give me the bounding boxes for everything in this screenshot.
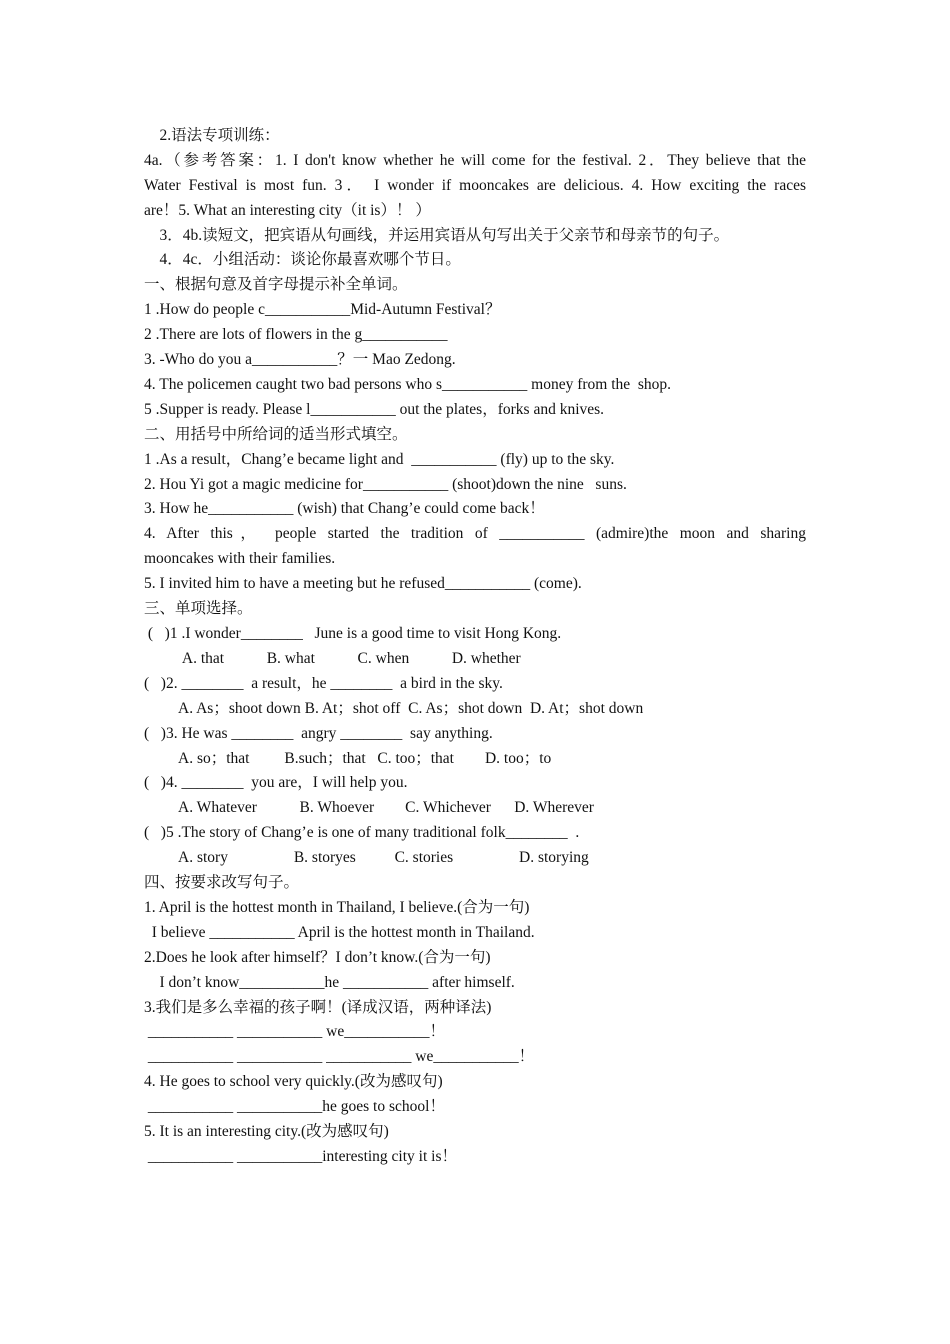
section-2-question-1: 1 .As a result，Chang’e became light and ___________ (fly) up to the sky. xyxy=(144,451,615,468)
section-3-question-1-options: A. that B. what C. when D. whether xyxy=(144,650,521,667)
section-4-question-2-answer: I don’t know___________he ___________ after himself. xyxy=(144,974,515,991)
section-4-question-3-answer-1: ___________ ___________ we___________！ xyxy=(144,1023,445,1040)
task-4b-line: 3．4b.读短文，把宾语从句画线，并运用宾语从句写出关于父亲节和母亲节的句子。 xyxy=(144,227,730,244)
section-4-question-1: 1. April is the hottest month in Thailand, I believe.(合为一句) xyxy=(144,899,530,916)
section-2-heading: 二、用括号中所给词的适当形式填空。 xyxy=(144,426,408,443)
section-4-question-2: 2.Does he look after himself？I don’t know.(合为一句) xyxy=(144,949,491,966)
section-1-question-2: 2 .There are lots of flowers in the g___________ xyxy=(144,326,448,343)
section-1-question-1: 1 .How do people c___________Mid-Autumn Festival？ xyxy=(144,301,501,318)
section-3-heading: 三、单项选择。 xyxy=(144,600,253,617)
section-3-question-2-options: A. As；shoot down B. At；shot off C. As；shot down D. At；shot down xyxy=(144,700,644,717)
task-4c-line: 4．4c．小组活动：谈论你最喜欢哪个节日。 xyxy=(144,251,461,268)
section-2-question-4: 4. After this， people started the tradition of ___________ (admire)the moon and sharing xyxy=(144,525,806,542)
section-2-question-3: 3. How he___________ (wish) that Chang’e could come back！ xyxy=(144,500,545,517)
section-4-question-4-answer: ___________ ___________he goes to school！ xyxy=(144,1098,445,1115)
reference-answer-line-2: Water Festival is most fun. 3． I wonder if mooncakes are delicious. 4. How exciting the races xyxy=(144,177,806,194)
section-4-question-4: 4. He goes to school very quickly.(改为感叹句) xyxy=(144,1073,443,1090)
section-4-question-1-answer: I believe ___________ April is the hottest month in Thailand. xyxy=(144,924,535,941)
section-4-question-3: 3.我们是多么幸福的孩子啊！(译成汉语，两种译法) xyxy=(144,999,492,1016)
section-1-question-3: 3. -Who do you a___________？一 Mao Zedong. xyxy=(144,351,456,368)
section-3-question-3: ( )3. He was ________ angry ________ say anything. xyxy=(144,725,493,742)
section-4-question-5-answer: ___________ ___________interesting city it is！ xyxy=(144,1148,457,1165)
section-3-question-3-options: A. so；that B.such；that C. too；that D. too；to xyxy=(144,750,552,767)
section-4-question-5: 5. It is an interesting city.(改为感叹句) xyxy=(144,1123,389,1140)
section-1-question-5: 5 .Supper is ready. Please l___________ out the plates，forks and knives. xyxy=(144,401,605,418)
section-3-question-2: ( )2. ________ a result，he ________ a bird in the sky. xyxy=(144,675,503,692)
section-3-question-4: ( )4. ________ you are，I will help you. xyxy=(144,774,408,791)
reference-answer-line-1: 4a.（参考答案：1. I don't know whether he will come for the festival. 2．They believe that the xyxy=(144,152,806,169)
section-3-question-1: ( )1 .I wonder________ June is a good time to visit Hong Kong. xyxy=(144,625,562,642)
section-3-question-4-options: A. Whatever B. Whoever C. Whichever D. Wherever xyxy=(144,799,594,816)
section-2-question-2: 2. Hou Yi got a magic medicine for___________ (shoot)down the nine suns. xyxy=(144,476,627,493)
section-4-heading: 四、按要求改写句子。 xyxy=(144,874,300,891)
section-1-heading: 一、根据句意及首字母提示补全单词。 xyxy=(144,276,408,293)
section-2-question-4-cont: mooncakes with their families. xyxy=(144,550,336,567)
section-3-question-5-options: A. story B. storyes C. stories D. storying xyxy=(144,849,589,866)
section-4-question-3-answer-2: ___________ ___________ ___________ we___________！ xyxy=(144,1048,535,1065)
reference-answer-line-3: are！5. What an interesting city（it is）！ ） xyxy=(144,202,431,219)
section-2-question-5: 5. I invited him to have a meeting but he refused___________ (come). xyxy=(144,575,582,592)
grammar-practice-heading: 2.语法专项训练： xyxy=(144,127,280,144)
section-1-question-4: 4. The policemen caught two bad persons who s___________ money from the shop. xyxy=(144,376,672,393)
section-3-question-5: ( )5 .The story of Chang’e is one of many traditional folk________ . xyxy=(144,824,580,841)
